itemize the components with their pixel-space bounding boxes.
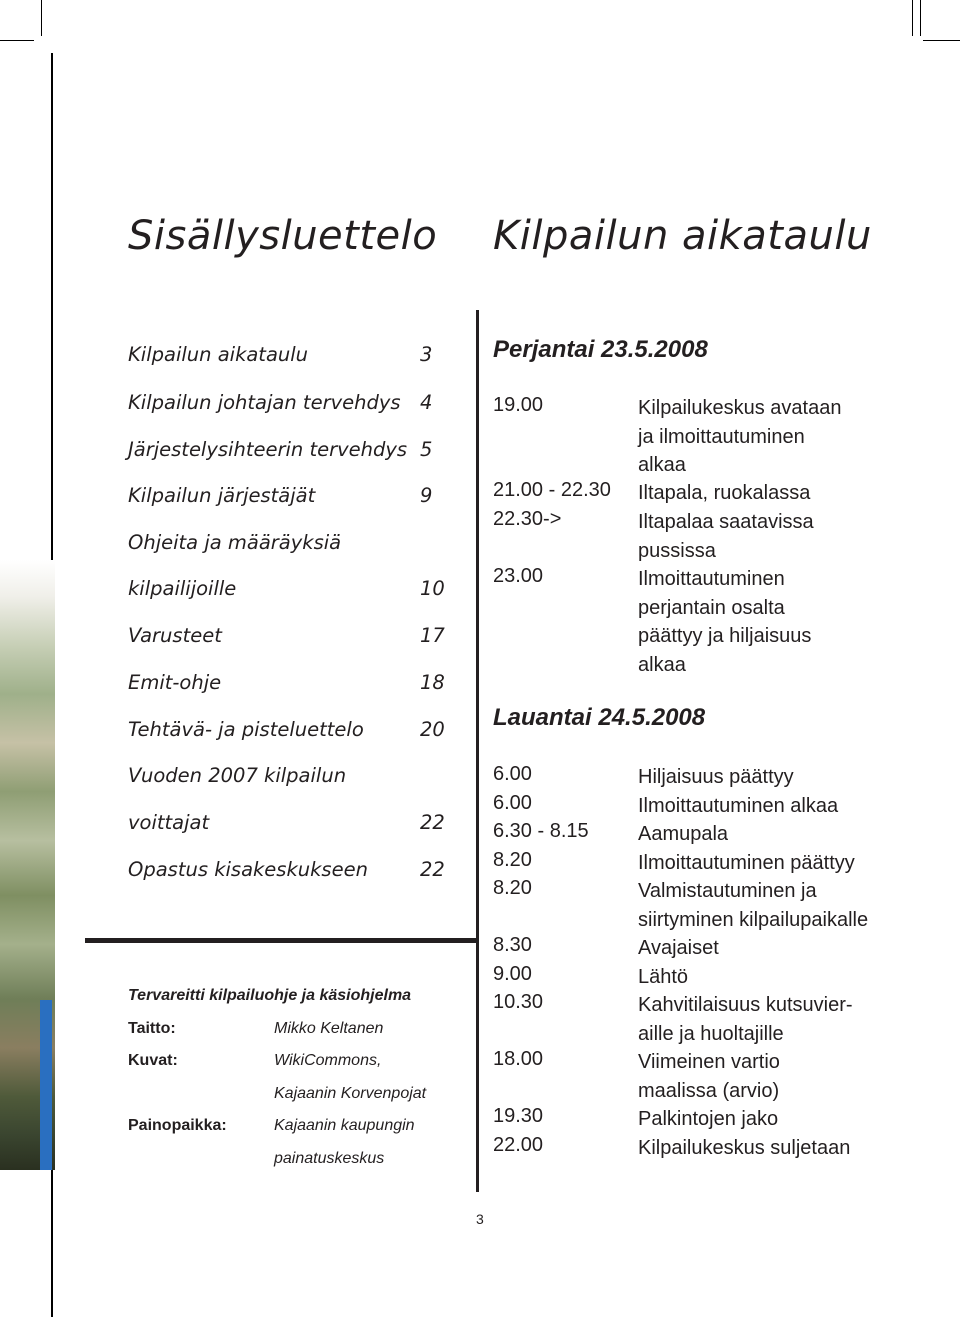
schedule-description: ja ilmoittautuminen <box>638 425 805 448</box>
crop-mark <box>920 0 921 36</box>
credit-value-taitto: Mikko Keltanen <box>274 1020 384 1037</box>
toc-item-label: Opastus kisakeskukseen <box>128 858 368 881</box>
toc-item-label: Kilpailun järjestäjät <box>128 484 316 507</box>
toc-item-page: 17 <box>420 624 445 647</box>
toc-item <box>128 764 448 787</box>
toc-item-page: 22 <box>420 858 445 881</box>
crop-mark <box>41 0 42 36</box>
schedule-description: päättyy ja hiljaisuus <box>638 625 812 647</box>
schedule-description: perjantain osalta <box>638 596 785 619</box>
toc-item <box>128 624 448 647</box>
toc-item-label: Kilpailun johtajan tervehdys <box>128 391 401 414</box>
schedule-description: Iltapala, ruokalassa <box>638 482 811 504</box>
schedule-time: 19.30 <box>493 1105 544 1127</box>
schedule-description: maalissa (arvio) <box>638 1079 780 1102</box>
saturday-heading: Lauantai 24.5.2008 <box>493 704 706 731</box>
crop-mark <box>0 40 34 41</box>
toc-item <box>128 531 448 554</box>
toc-item-page: 20 <box>420 718 445 741</box>
schedule-time: 8.20 <box>493 849 532 871</box>
schedule-description: siirtyminen kilpailupaikalle <box>638 908 869 931</box>
toc-item <box>128 718 448 741</box>
toc-item-label: Ohjeita ja määräyksiä <box>128 531 342 554</box>
schedule-time: 18.00 <box>493 1048 544 1070</box>
schedule-description: Palkintojen jako <box>638 1108 779 1130</box>
toc-item <box>128 577 448 600</box>
schedule-time: 6.30 - 8.15 <box>493 820 589 842</box>
schedule-description: Kahvitilaisuus kutsuvier- <box>638 994 853 1016</box>
toc-item-label: Kilpailun aikataulu <box>128 343 309 366</box>
toc-item <box>128 811 448 834</box>
schedule-description: Ilmoittautuminen <box>638 568 785 590</box>
edge-color-strip <box>40 1000 52 1170</box>
toc-item-label: Emit-ohje <box>128 671 222 694</box>
credit-label-kuvat: Kuvat: <box>128 1052 178 1069</box>
toc-item-page: 3 <box>420 343 433 366</box>
schedule-description: alkaa <box>638 653 686 676</box>
credit-value-kuvat: Kajaanin Korvenpojat <box>274 1085 427 1102</box>
schedule-description: Hiljaisuus päättyy <box>638 766 794 788</box>
credit-label-painopaikka: Painopaikka: <box>128 1117 227 1134</box>
toc-item-label: Tehtävä- ja pisteluettelo <box>128 718 364 741</box>
schedule-time: 8.20 <box>493 877 532 899</box>
schedule-description: Lähtö <box>638 966 689 988</box>
toc-item-label: kilpailijoille <box>128 577 237 600</box>
schedule-time: 9.00 <box>493 963 532 985</box>
friday-heading: Perjantai 23.5.2008 <box>493 336 708 363</box>
schedule-description: Aamupala <box>638 823 729 845</box>
toc-item <box>128 343 448 366</box>
toc-item-page: 4 <box>420 391 433 414</box>
toc-item <box>128 671 448 694</box>
toc-item-page: 10 <box>420 577 445 600</box>
schedule-time: 23.00 <box>493 565 544 587</box>
toc-item <box>128 484 448 507</box>
toc-item-label: voittajat <box>128 811 210 834</box>
schedule-description: pussissa <box>638 539 716 562</box>
schedule-description: Iltapalaa saatavissa <box>638 511 814 533</box>
credit-value-kuvat: WikiCommons, <box>274 1052 382 1069</box>
page-number: 3 <box>476 1211 484 1227</box>
toc-item <box>128 391 448 414</box>
schedule-time: 10.30 <box>493 991 544 1013</box>
schedule-time: 19.00 <box>493 394 544 416</box>
schedule-description: Kilpailukeskus suljetaan <box>638 1137 851 1159</box>
schedule-time: 21.00 - 22.30 <box>493 479 611 501</box>
toc-item-page: 9 <box>420 484 433 507</box>
section-divider <box>85 938 477 943</box>
schedule-description: Ilmoittautuminen päättyy <box>638 852 855 874</box>
toc-item-page: 5 <box>420 438 433 461</box>
crop-mark <box>912 0 913 36</box>
schedule-time: 6.00 <box>493 763 532 785</box>
schedule-description: aille ja huoltajille <box>638 1022 784 1045</box>
toc-item-page: 22 <box>420 811 445 834</box>
schedule-description: alkaa <box>638 454 686 476</box>
schedule-description: Avajaiset <box>638 937 719 959</box>
credit-value-painopaikka: painatuskeskus <box>274 1150 385 1167</box>
toc-title: Sisällysluettelo <box>128 213 438 259</box>
toc-item-label: Varusteet <box>128 624 222 647</box>
schedule-time: 22.30-> <box>493 508 562 530</box>
toc-item <box>128 438 448 461</box>
column-divider <box>476 310 479 1192</box>
toc-item-page: 18 <box>420 671 445 694</box>
schedule-description: Ilmoittautuminen alkaa <box>638 795 839 817</box>
crop-mark <box>923 40 960 41</box>
schedule-description: Kilpailukeskus avataan <box>638 397 842 419</box>
toc-item <box>128 858 448 881</box>
schedule-time: 6.00 <box>493 792 532 814</box>
credit-label-taitto: Taitto: <box>128 1020 176 1037</box>
credit-value-painopaikka: Kajaanin kaupungin <box>274 1117 415 1134</box>
toc-item-label: Vuoden 2007 kilpailun <box>128 764 347 787</box>
schedule-time: 8.30 <box>493 934 532 956</box>
schedule-title: Kilpailun aikataulu <box>493 213 872 259</box>
toc-item-label: Järjestelysihteerin tervehdys <box>128 438 408 461</box>
schedule-description: Valmistautuminen ja <box>638 880 817 902</box>
schedule-description: Viimeinen vartio <box>638 1051 780 1073</box>
credits-heading: Tervareitti kilpailuohje ja käsiohjelma <box>128 987 412 1004</box>
schedule-time: 22.00 <box>493 1134 544 1156</box>
